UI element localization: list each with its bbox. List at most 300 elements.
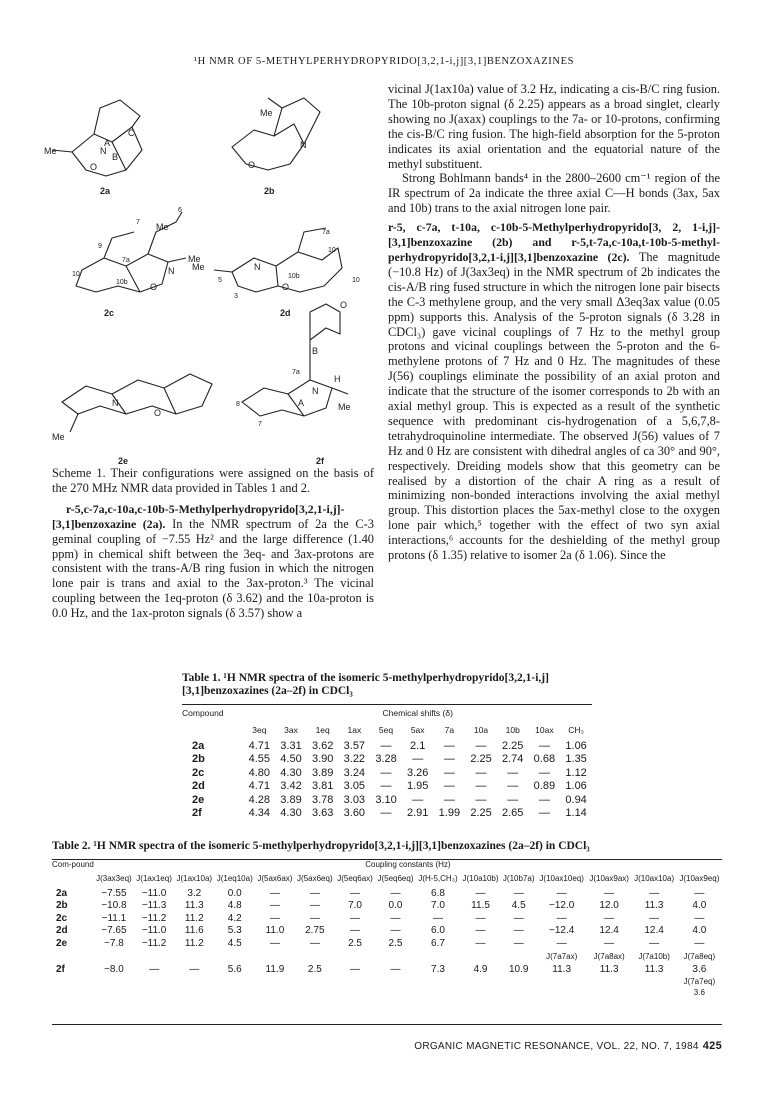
table-2-empty-cell <box>335 987 375 998</box>
table-1-value-cell: 3.28 <box>375 753 397 766</box>
table-1-value-cell: 2.25 <box>470 753 492 766</box>
table-1-value-cell: 4.71 <box>248 739 271 752</box>
bohlmann-paragraph: Strong Bohlmann bands⁴ in the 2800–2600 cm⁻¹ region of the IR spectrum of 2a indicate the three axial C—H bonds (3ax, 5ax and 10b) trans to the axial nitrogen lone pair. <box>388 171 720 216</box>
table-2-empty-cell <box>174 950 214 964</box>
table-1-value-cell: — <box>538 739 550 752</box>
table-2-empty-cell <box>335 950 375 964</box>
table-2-value-cell: 11.3 <box>599 964 619 976</box>
table-2-column-header: J(5ax6eq) <box>297 873 333 883</box>
table-2-value-cell: — <box>604 912 615 924</box>
label-2c: 2c <box>104 308 115 318</box>
table-2-empty-cell <box>134 950 174 964</box>
table-2-column-header: J(10ax10a) <box>634 873 675 883</box>
table-2-compound-cell: 2e <box>56 937 68 949</box>
table-2-column-header: J(1ax10a) <box>176 873 213 883</box>
table-2-value-cell: — <box>309 912 320 924</box>
table-1-value-cell: 4.30 <box>280 766 302 779</box>
table-2-empty-cell <box>501 976 537 987</box>
table-2-column-header: J(10ax10eq) <box>539 873 584 883</box>
table-2-empty-cell <box>94 976 134 987</box>
table-2-value-cell: −11.0 <box>141 887 167 899</box>
table-2-value-cell: — <box>350 964 361 976</box>
table-1-value-cell: 3.22 <box>343 753 366 766</box>
atom-me-2e: Me <box>52 432 65 442</box>
atom-o-2a: O <box>90 162 98 172</box>
atom-me-2d: Me <box>192 262 205 272</box>
table-2-value-cell: — <box>604 937 615 949</box>
table-1-value-cell: — <box>507 766 519 779</box>
scheme-drawing <box>42 72 364 472</box>
table-1-value-cell: 3.26 <box>406 766 429 779</box>
table-2-value-cell: 0.0 <box>388 900 403 912</box>
table-1-value-cell: — <box>475 780 487 793</box>
table-2-empty-cell <box>416 976 460 987</box>
table-1-value-cell: — <box>380 739 392 752</box>
table-2-empty-cell <box>214 950 255 964</box>
table-2-value-cell: — <box>390 925 401 937</box>
table-1-value-cell: 3.81 <box>311 780 334 793</box>
structure-2c-methyl <box>168 258 186 262</box>
table-2-value-cell: 7.3 <box>431 964 445 976</box>
table-1-value-cell: 3.89 <box>311 766 334 779</box>
table-2-value-cell: — <box>513 937 524 949</box>
table-1-column-header: 3ax <box>284 725 298 735</box>
table-1-value-cell: 0.94 <box>565 793 587 806</box>
table-2-empty-cell <box>94 987 134 998</box>
table-1-value-cell: 4.30 <box>280 807 302 820</box>
table-2-value-cell: 11.2 <box>184 937 204 949</box>
table-1-column-header: 3eq <box>252 725 267 735</box>
label-2a: 2a <box>100 186 111 196</box>
table-1-value-cell: 3.60 <box>343 807 366 820</box>
table-2-column-header: J(3ax3eq) <box>96 873 132 883</box>
table-2-subcolumn-header: J(7a8eq) <box>683 952 716 961</box>
table-1-value-cell: — <box>507 780 519 793</box>
table-2-value-cell: — <box>475 887 486 899</box>
table-1-compound-cell: 2d <box>192 780 205 793</box>
table-2-value-cell: 6.8 <box>431 887 445 899</box>
table-2-value-cell: −12.4 <box>549 925 575 937</box>
table-2-empty-cell <box>501 950 537 964</box>
table-2-empty-cell <box>537 987 587 998</box>
table-2-value-cell: 4.2 <box>227 912 242 924</box>
table-2-empty-cell <box>255 950 295 964</box>
atom-c-2a: C <box>128 128 135 138</box>
table-2-value-cell: 4.0 <box>692 925 707 937</box>
atom-10-2d: 10 <box>352 277 360 284</box>
journal-citation: ORGANIC MAGNETIC RESONANCE, VOL. 22, NO. 7, 1984 <box>414 1041 699 1052</box>
atom-7a-2f: 7a <box>292 369 300 376</box>
structure-2e-rings <box>62 374 212 414</box>
table-2-value-cell: 11.6 <box>184 925 204 937</box>
table-1-value-cell: 1.14 <box>565 807 587 820</box>
table-2-value-cell: — <box>390 887 401 899</box>
table-1-value-cell: 2.1 <box>410 739 426 752</box>
atom-o-2d: O <box>282 282 290 292</box>
table-2-subcolumn-header: J(7a10b) <box>638 952 670 961</box>
table-1-compound-cell: 2c <box>192 766 205 779</box>
atom-6-2c: 6 <box>178 207 182 214</box>
table-2-value-cell: 7.0 <box>348 900 362 912</box>
compound-2b-2c-paragraph <box>388 220 720 563</box>
atom-7a-2c: 7a <box>122 257 130 264</box>
table-row <box>52 912 722 925</box>
table-1-value-cell: 0.68 <box>533 753 556 766</box>
table-2-value-cell: −11.3 <box>141 900 167 912</box>
table-1-value-cell: 3.89 <box>280 793 302 806</box>
table-1-value-cell: — <box>443 766 455 779</box>
atom-10-2c: 10 <box>72 271 80 278</box>
label-2f: 2f <box>316 456 325 466</box>
table-2-value-cell: — <box>649 887 660 899</box>
table-2-empty-cell <box>255 976 295 987</box>
table-2-value-cell: — <box>269 937 280 949</box>
table-1-value-cell: — <box>443 753 455 766</box>
label-2d: 2d <box>280 308 291 318</box>
table-2-empty-cell <box>335 976 375 987</box>
table-2-empty-cell <box>587 987 632 998</box>
atom-o-2b: O <box>248 160 256 170</box>
atom-me-2c: Me <box>188 254 201 264</box>
structure-2d-methyl <box>214 270 232 272</box>
table-2-extra-label-row <box>52 976 722 987</box>
table-2-value-cell: — <box>269 887 280 899</box>
table-2-blank-header <box>52 869 94 887</box>
compound-2a-heading: r-5,c-7a,c-10a,c-10b-5-Methylperhydropyrido[3,2,1-i,j]-[3,1]benzoxazine (2a). <box>52 501 345 531</box>
table-1-value-cell: 4.55 <box>248 753 271 766</box>
table-2-value-cell: — <box>269 912 280 924</box>
atom-n-2a: N <box>100 146 107 156</box>
table-2-empty-cell <box>295 950 335 964</box>
table-row <box>52 937 722 950</box>
table-2-empty-cell <box>174 976 214 987</box>
table-2-value-cell: — <box>649 937 660 949</box>
table-1-value-cell: 0.89 <box>533 780 556 793</box>
table-2-value-cell: 0.0 <box>227 887 242 899</box>
table-row <box>182 793 592 807</box>
table-row <box>52 925 722 938</box>
table-2-empty-cell <box>587 976 632 987</box>
running-head: ¹H NMR OF 5-METHYLPERHYDROPYRIDO[3,2,1-i,j][3,1]BENZOXAZINES <box>193 56 575 67</box>
table-1-column-header: 7a <box>444 725 455 735</box>
table-2-compound-cell: 2d <box>56 925 68 937</box>
table-2-value-cell: — <box>475 912 486 924</box>
table-2-empty-cell <box>460 987 501 998</box>
table-2-empty-cell <box>632 987 677 998</box>
table-2-compound-cell: 2b <box>56 900 68 912</box>
table-2-empty-cell <box>375 987 416 998</box>
atom-7-2f: 7 <box>258 421 262 428</box>
table-2-value-cell: 11.5 <box>471 900 490 912</box>
table-row <box>182 807 592 821</box>
table-2-value-cell: — <box>513 887 524 899</box>
table-1-value-cell: 3.10 <box>375 793 397 806</box>
table-2-value-cell: — <box>513 912 524 924</box>
table-1-caption: Table 1. ¹H NMR spectra of the isomeric 5-methylperhydropyrido[3,2,1-i,j][3,1]benzoxazines (2a–2f) in CDCl₃ <box>182 672 549 697</box>
atom-7a-2d: 7a <box>322 229 330 236</box>
table-2-value-cell: 2.5 <box>307 964 322 976</box>
table-2-value-cell: −11.1 <box>101 912 127 924</box>
table-2-empty-cell <box>416 987 460 998</box>
table-2-bottom-rule <box>52 1024 722 1025</box>
table-2-empty-cell <box>375 976 416 987</box>
table-2-grid <box>52 860 722 998</box>
table-2-extra-value-row <box>52 987 722 998</box>
atom-b-2a: B <box>112 152 119 162</box>
table-1-value-cell: 2.65 <box>502 807 524 820</box>
table-2-empty-cell <box>214 987 255 998</box>
table-1-value-cell: — <box>507 793 519 806</box>
table-2-empty-cell <box>295 987 335 998</box>
atom-10c-2d: 10 <box>328 247 336 254</box>
table-2-subheader-row <box>52 950 722 964</box>
table-row <box>52 887 722 900</box>
table-2-value-cell: 12.0 <box>599 900 619 912</box>
atom-8-2f: 8 <box>236 401 240 408</box>
atom-n-2f: N <box>312 386 319 396</box>
table-1-column-header: 5ax <box>410 725 425 735</box>
atom-9-2c: 9 <box>98 243 102 250</box>
table-2-value-cell: −11.0 <box>141 925 167 937</box>
atom-o-2c: O <box>150 282 158 292</box>
table-1-value-cell: — <box>475 793 487 806</box>
table-2-empty-cell <box>52 976 94 987</box>
table-1-value-cell: 3.05 <box>343 780 366 793</box>
table-2-empty-cell <box>295 976 335 987</box>
table-2-empty-cell <box>460 976 501 987</box>
table-2-empty-cell <box>174 987 214 998</box>
table-2-value-cell: — <box>475 925 486 937</box>
table-2-value-cell: 11.9 <box>265 964 285 976</box>
atom-5-2d: 5 <box>218 277 222 284</box>
atom-b-2f: B <box>312 346 319 356</box>
table-1-compound-header: Compound <box>182 708 224 718</box>
atom-10b-2d: 10b <box>288 273 300 280</box>
page-number: 425 <box>702 1040 722 1052</box>
table-2-value-cell: 11.2 <box>184 912 204 924</box>
table-2-empty-cell <box>134 976 174 987</box>
table-1-value-cell: — <box>538 766 550 779</box>
table-1-column-header: 10b <box>505 725 520 735</box>
table-1-compound-cell: 2e <box>192 793 205 806</box>
table-row <box>182 780 592 794</box>
table-1-value-cell: 2.91 <box>406 807 429 820</box>
table-2-subcolumn-header: J(7a7ax) <box>546 952 578 961</box>
atom-n-2d: N <box>254 262 261 272</box>
table-1-compound-cell: 2b <box>192 753 205 766</box>
table-1-column-header: 1ax <box>347 725 362 735</box>
table-2-value-cell: — <box>694 912 705 924</box>
table-2-value-cell: 4.8 <box>227 900 242 912</box>
table-2-compound-header: Com-pound <box>52 860 94 869</box>
table-2 <box>52 840 722 998</box>
table-1-value-cell: 3.03 <box>343 793 366 806</box>
table-2-value-cell: — <box>556 912 567 924</box>
table-2-value-cell: — <box>556 937 567 949</box>
table-2-value-cell: — <box>649 912 660 924</box>
table-1-value-cell: 3.31 <box>280 739 302 752</box>
table-2-value-cell: −10.8 <box>101 900 127 912</box>
table-1-value-cell: 1.06 <box>565 780 587 793</box>
table-1-value-cell: 1.12 <box>565 766 587 779</box>
atom-a-2f: A <box>298 398 305 408</box>
compound-2b-2c-body: The magnitude (−10.8 Hz) of J(3ax3eq) in the NMR spectrum of 2b indicates the cis-A/B ring fused structure in which the nitrogen lone pair bisects the C-3 methylene group, and the very small Δ3eq3ax value (0.05 ppm) supports this. Analysis of the 5-proton signals (δ 3.28 in CDCl₃) gave vicinal couplings of 7 Hz to the methyl group protons and vicinal couplings between the 5-proton and the 6-methylene protons of 7 Hz and 0 Hz. The magnitudes of these J(56) couplings eliminate the possibility of an axial proton and indicate that the structure of the isomer corresponds to 2b with an axial methyl group. This is expected as a result of the synthetic sequence with predominant cis-hydrogenation of a 5,6,7,8-tetrahydroquinoline intermediate. The observed J(56) values of 7 Hz and 0 Hz are consistent with dihedral angles of ca 30° and 90°, respectively. Dreiding models show that this geometry can be realised by a distortion of the chair A ring as a result of minimizing non-bonded interactions involving the axial methyl group. This distortion places the 5ax-methyl close to the oxygen lone pair which,⁵ together with the effect of two syn axial interactions,⁶ accounts for the deshielding of the methyl group protons (δ 1.35) relative to isomer 2a (δ 1.06). Since the <box>388 249 720 563</box>
table-2-value-cell: 4.9 <box>473 964 488 976</box>
ring-fusion-paragraph: vicinal J(1ax10a) value of 3.2 Hz, indicating a cis-B/C ring fusion. The 10b-proton signal (δ 2.25) appears as a broad singlet, clearly showing no J(axax) couplings to the 7a- or 10-protons, confirming the cis-B/C ring fusion. The high-field absorption for the 5-proton indicates its axial orientation and the equatorial nature of the methyl substituent. <box>388 82 720 171</box>
table-1-value-cell: 3.42 <box>280 780 302 793</box>
scheme-reference-paragraph: Scheme 1. Their configurations were assigned on the basis of the 270 MHz NMR data provided in Tables 1 and 2. <box>52 466 374 495</box>
table-1-column-header: 1eq <box>315 725 330 735</box>
table-2-empty-cell <box>255 987 295 998</box>
table-2-value-cell: 4.5 <box>227 937 242 949</box>
table-2-column-header: J(5eq6eq) <box>377 873 414 883</box>
compound-2b-2c-heading: r-5, c-7a, t-10a, c-10b-5-Methylperhydropyrido[3, 2, 1-i,j]-[3,1]benzoxazine (2b) and r-5,t-7a,c-10a,t-10b-5-methyl-perhydropyrido[3,2,1-i,j][3,1]benzoxazine (2c). <box>388 220 720 264</box>
atom-o-2f: O <box>340 300 348 310</box>
table-2-value-cell: 11.0 <box>265 925 285 937</box>
table-1-value-cell: 2.25 <box>470 807 492 820</box>
table-2-empty-cell <box>416 950 460 964</box>
table-1-value-cell: — <box>380 780 392 793</box>
table-1-value-cell: — <box>538 807 550 820</box>
atom-7-2c: 7 <box>136 219 140 226</box>
table-2-value-cell: 2.5 <box>388 937 403 949</box>
table-1-value-cell: 2.25 <box>502 739 524 752</box>
table-row <box>182 766 592 780</box>
table-1-column-header: 5eq <box>378 725 394 735</box>
atom-me-2b: Me <box>260 108 273 118</box>
compound-2a-paragraph <box>52 502 374 621</box>
table-row <box>182 739 592 753</box>
table-2-value-cell: −7.55 <box>101 887 127 899</box>
atom-n-2b: N <box>300 140 307 150</box>
table-2-column-header: J(1ax1eq) <box>136 873 172 883</box>
table-2-group-header: Coupling constants (Hz) <box>365 860 451 869</box>
table-2-value-cell: — <box>149 964 160 976</box>
table-1-value-cell: 2.74 <box>502 753 524 766</box>
label-2b: 2b <box>264 186 275 196</box>
table-2-empty-cell <box>52 987 94 998</box>
atom-3-2d: 3 <box>234 293 238 300</box>
table-2-value-cell: 11.3 <box>552 964 572 976</box>
table-2-empty-cell <box>94 950 134 964</box>
table-2-value-cell: 2.5 <box>348 937 362 949</box>
table-2-extra-label: J(7a7eq) <box>683 977 716 986</box>
table-1-value-cell: 1.99 <box>438 807 461 820</box>
table-2-value-cell: — <box>604 887 615 899</box>
table-2-empty-cell <box>375 950 416 964</box>
table-1-value-cell: 3.24 <box>343 766 366 779</box>
table-2-value-cell: — <box>390 964 401 976</box>
table-2-value-cell: — <box>350 925 361 937</box>
table-2-value-cell: 5.6 <box>227 964 242 976</box>
atom-me-2a: Me <box>44 146 57 156</box>
structure-2b-rings <box>232 98 320 170</box>
table-2-value-cell: 12.4 <box>644 925 664 937</box>
table-row <box>182 753 592 767</box>
table-2-empty-cell <box>537 976 587 987</box>
table-1-column-header: CH₃ <box>568 725 584 735</box>
table-2-value-cell: 7.0 <box>431 900 445 912</box>
table-1-value-cell: — <box>443 793 455 806</box>
atom-n-2e: N <box>112 398 119 408</box>
atom-me-2c-6: Me <box>156 222 169 232</box>
table-2-empty-cell <box>52 950 94 964</box>
table-1-group-header: Chemical shifts (δ) <box>382 708 453 718</box>
table-1-value-cell: 3.63 <box>311 807 334 820</box>
right-column <box>388 82 720 563</box>
left-column <box>52 466 374 621</box>
table-2-empty-cell <box>134 987 174 998</box>
table-2-column-header: J(H-5,CH₃) <box>418 873 458 883</box>
table-2-value-cell: — <box>350 887 361 899</box>
table-1-grid <box>182 705 592 820</box>
table-1-column-header: 10a <box>473 725 489 735</box>
table-2-value-cell: — <box>350 912 361 924</box>
table-1-value-cell: — <box>412 753 424 766</box>
table-2-value-cell: — <box>513 925 524 937</box>
table-2-value-cell: 4.0 <box>692 900 707 912</box>
table-1-value-cell: — <box>380 807 392 820</box>
table-2-value-cell: 2.75 <box>305 925 325 937</box>
table-1-value-cell: — <box>538 793 550 806</box>
table-2-value-cell: 11.3 <box>184 900 204 912</box>
table-2-value-cell: −7.65 <box>101 925 127 937</box>
table-1-value-cell: 3.62 <box>311 739 334 752</box>
table-1-value-cell: — <box>443 739 455 752</box>
table-2-column-header: J(1eq10a) <box>216 873 253 883</box>
table-1-value-cell: 1.35 <box>565 753 587 766</box>
table-2-empty-cell <box>632 976 677 987</box>
table-2-value-cell: 4.5 <box>511 900 526 912</box>
table-2-value-cell: — <box>694 887 705 899</box>
table-1-value-cell: — <box>380 766 392 779</box>
page-footer <box>414 1040 722 1052</box>
table-2-value-cell: −11.2 <box>141 912 167 924</box>
table-2-value-cell: — <box>189 964 200 976</box>
table-1-value-cell: 3.90 <box>311 753 334 766</box>
table-2-value-cell: — <box>694 937 705 949</box>
table-2-value-cell: −8.0 <box>104 964 124 976</box>
table-1-value-cell: 4.80 <box>248 766 271 779</box>
structure-2e-methyl <box>70 414 78 432</box>
table-2-value-cell: 3.6 <box>692 964 707 976</box>
table-2-value-cell: −7.8 <box>104 937 124 949</box>
table-1-value-cell: — <box>443 780 455 793</box>
table-1-column-header: 10ax <box>535 725 554 735</box>
table-2-value-cell: — <box>556 887 567 899</box>
table-2-column-header: J(10ax9eq) <box>679 873 720 883</box>
table-1-value-cell: — <box>475 739 487 752</box>
table-2-value-cell: — <box>390 912 401 924</box>
table-2-value-cell: — <box>475 937 486 949</box>
table-2-value-cell: 10.9 <box>508 964 529 976</box>
table-2-empty-cell <box>501 987 537 998</box>
table-2-column-header: J(10b7a) <box>502 873 535 883</box>
table-1 <box>182 672 592 820</box>
table-2-value-cell: — <box>309 900 320 912</box>
table-2-value-cell: −12.0 <box>549 900 575 912</box>
scheme-structures <box>42 72 364 472</box>
atom-10b-2c: 10b <box>116 279 128 286</box>
structure-2f-rings <box>242 304 340 416</box>
table-1-value-cell: 1.06 <box>565 739 587 752</box>
table-1-blank-header <box>182 721 244 739</box>
atom-h-2f: H <box>334 374 341 384</box>
table-2-empty-cell <box>214 976 255 987</box>
atom-o-2e: O <box>154 408 162 418</box>
table-2-column-header: J(10a10b) <box>462 873 499 883</box>
atom-a-2a: A <box>104 138 111 148</box>
